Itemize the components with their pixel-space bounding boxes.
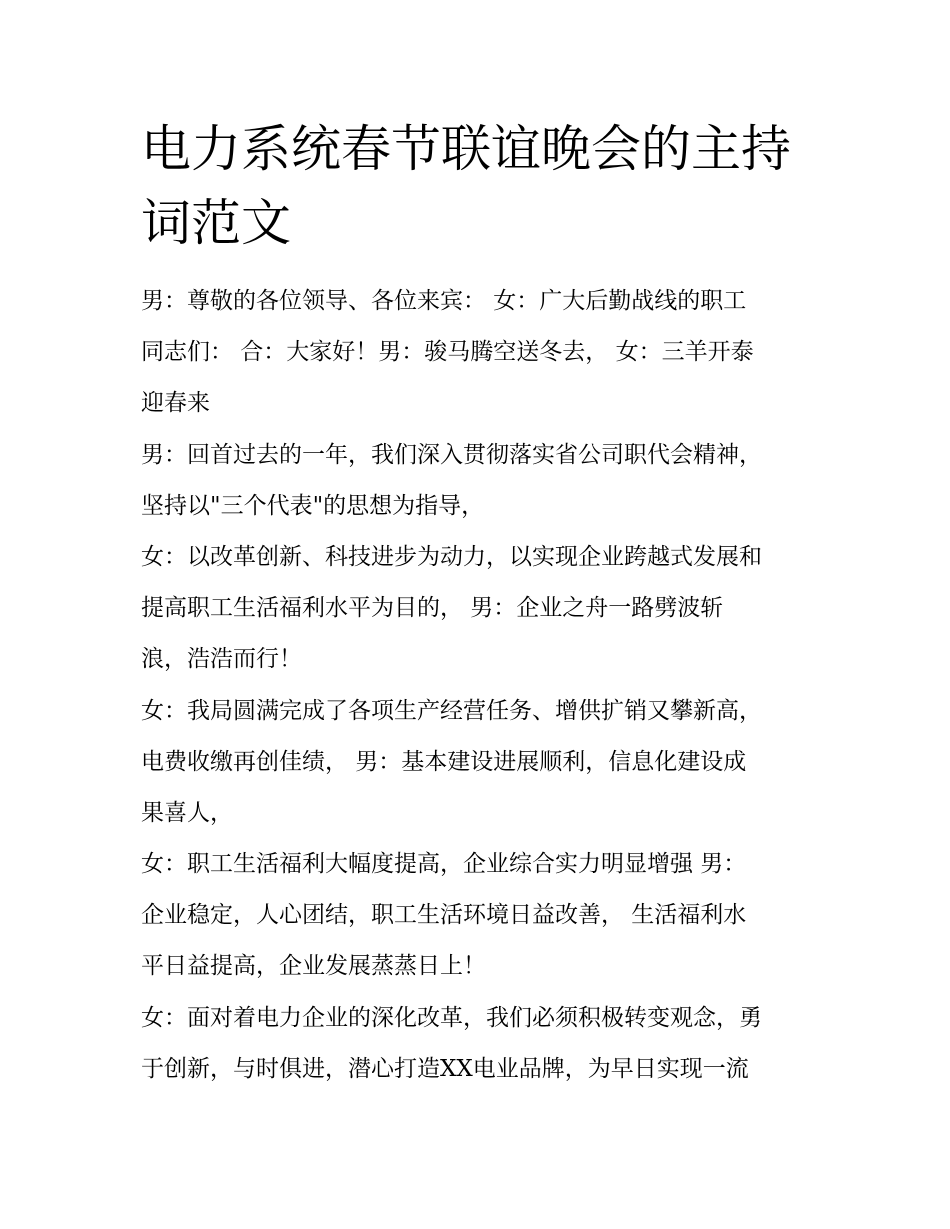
body-line: 女：职工生活福利大幅度提高，企业综合实力明显增强 男： <box>141 851 747 878</box>
body-line: 女：我局圆满完成了各项生产经营任务、增供扩销又攀新高， <box>141 697 762 724</box>
body-line: 男：尊敬的各位领导、各位来宾： 女：广大后勤战线的职工 <box>141 288 747 314</box>
body-line: 电费收缴再创佳绩， 男：基本建设进展顺利，信息化建设成 <box>141 748 747 775</box>
body-line: 提高职工生活福利水平为目的， 男：企业之舟一路劈波斩 <box>141 595 724 622</box>
body-line: 果喜人， <box>141 799 233 826</box>
body-line: 于创新，与时俱进，潜心打造XX电业品牌，为早日实现一流 <box>141 1055 749 1082</box>
body-line: 女：面对着电力企业的深化改革，我们必须积极转变观念，勇 <box>141 1004 762 1031</box>
title-line-2: 词范文 <box>141 194 291 252</box>
document-title <box>141 112 821 260</box>
body-line: 女：以改革创新、科技进步为动力，以实现企业跨越式发展和 <box>141 543 762 570</box>
body-line: 迎春来 <box>141 390 210 417</box>
body-line: 浪，浩浩而行！ <box>141 646 302 673</box>
body-line: 坚持以"三个代表"的思想为指导， <box>141 492 485 519</box>
body-line: 平日益提高，企业发展蒸蒸日上！ <box>141 953 486 980</box>
body-line: 企业稳定，人心团结，职工生活环境日益改善， 生活福利水 <box>141 902 747 929</box>
body-line: 男：回首过去的一年，我们深入贯彻落实省公司职代会精神， <box>141 441 762 468</box>
document-body <box>141 276 831 1095</box>
title-line-1: 电力系统春节联谊晚会的主持 <box>141 120 791 178</box>
body-line: 同志们： 合：大家好！男：骏马腾空送冬去， 女：三羊开泰 <box>141 339 754 366</box>
